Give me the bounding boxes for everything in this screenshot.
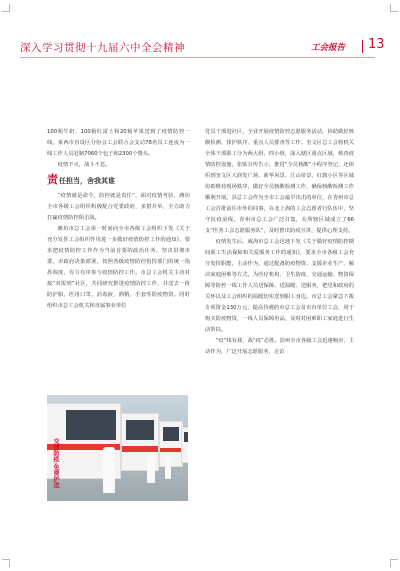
header-rule [20,57,375,58]
header-title: 深入学习贯彻十九届六中全会精神 [20,42,185,54]
header-separator [362,40,363,53]
article-photo-buses [47,395,188,501]
left-intro-paragraph-2: 疫情不灭，战斗不息。 [57,162,111,168]
right-paragraph-1: 党员干部进社区，全业开展疫情防控志愿服务活动，协助做好核酸检测、排护秩序、重点人员排查等工作。奎文区总工会将机关全体干部职工分为两大组、四小组，深入辖区重点区域，核查疫情防控设施，张贴宣传告示，推进“全员核酸”小程序登记，还组织到奎文区大润发广场、新华风景、江山帝景、红旗小区等区域协助维持现场秩序，做好全员核酸检测工作，确保核酸检测工作顺利开展。县总工会作为全市工会最早出击的单位，在青州市总工会首批前往市外的同事，在北上海的工会志愿者行队伍中，坚守抗疫前线。青州市总工会广泛召集，在所辖区域成立了66支“医务工会志愿服务队”，及时推出防疫宣讲，提供心理支持。 [205,129,354,234]
left-section-paragraph-1: “疫情就是命令，防控就是责任”，面对疫情考验，潍坊全市各级工会组织积极配合党委政府，多措并举，全力助力打赢疫情防控阻击战。 [47,193,190,221]
right-paragraph-2: 疫情发生后，威海市总工会迅速下发《关于做好疫情防控期间职工生活保障和关爱服务工作的通知》，要求全市各级工会充分发挥职能，主动作为，通过配备防疫物资、支援企业生产、解决家庭困难等方式，为医疗机构、卫生防疫、交通运输、物资保障等防控一线工作人员送保障、送温暖、送服务，把党和政府的关怀以及工会组织的温暖切实送到职工身边。市总工会紧急下拨专项资金130万元，提高待遇的市总工会及市直单位工会，用于购买防疫物资，一线人员保障用品，及时对困难职工家庭进行生活帮扶。 [205,239,354,333]
bus-side-text: 交通防疫·免费护送 [52,438,59,489]
crop-mark [2,4,10,12]
left-section-paragraph-2: 潍坊市总工会第一时间向全市各级工会组织下发《关于充分发挥工会组织作用进一步做好疫情防控工作的通知》，要求把疫情防控工作作为当前首要的政治任务，坚决贯彻市委、市政府决策部署，按照各级疫情防控指挥部门的统一指挥调度，有力有序参与疫情防控工作。市总工会机关主动对接“双报到”社区，共同研究推进疫情防控工作，并送去一批防护服、医用口罩、消毒液、酒精、手套等防疫物资。同时组织市总工会机关和直属事业单位 [47,226,190,309]
section-heading-initial: 责 [47,173,58,186]
section-heading [47,174,190,187]
left-intro-paragraph-1: 100箱牛奶、100箱红富士和20箱苹果送到了疫情防控一线。莱西市直设区分协会工会联合会支动78名员工连夜为一线工作人员赶制7060个包子和2300个馒头。 [47,129,190,157]
page-header [0,36,400,58]
worker-figure [103,447,115,493]
left-column [47,127,190,312]
section-heading-text: 任担当，舍我其谁 [59,177,115,185]
right-paragraph-3: “疫”线有我，战“疫”必胜。滨州全市各级工会迅速响应，主动作为，广泛开展志愿服务，走访 [205,338,354,355]
right-column [205,127,354,358]
header-brand-logo: 工会报告 [311,43,346,53]
page-number: 13 [368,37,385,52]
